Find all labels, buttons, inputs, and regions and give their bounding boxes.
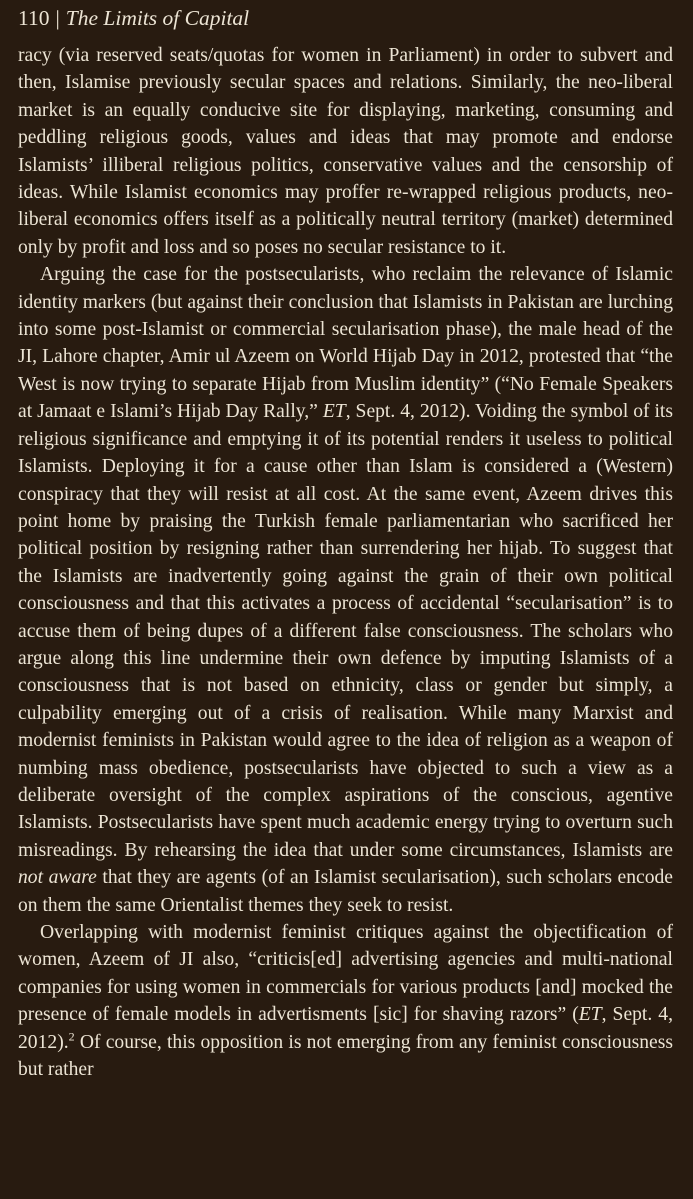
text-run: Of course, this opposition is not emerging from any feminist consciousness but rather (18, 1031, 673, 1081)
body-text (18, 42, 673, 1083)
text-run: Overlapping with modernist feminist critiques against the objectification of women, Azeem of JI also, “criticis[ed] advertising agencies and multi-national companies for using women in commercials for various products [and] mocked the presence of female models in advertisments [sic] for shaving razors” ( (18, 922, 673, 1026)
text-run: racy (via reserved seats/quotas for women in Parliament) in order to subvert and then, Islamise previously secular spaces and relations. Similarly, the neo-liberal market is an equally conducive site for displaying, marketing, consuming and peddling religious goods, values and ideas that may promote and endorse Islamists’ illiberal religious politics, conservative values and the censorship of ideas. While Islamist economics may proffer re-wrapped religious products, neo-liberal economics offers itself as a politically neutral territory (market) determined only by profit and loss and so poses no secular resistance to it. (18, 45, 673, 258)
paragraph (18, 42, 673, 261)
text-run: , Sept. 4, 2012). Voiding the symbol of its religious significance and emptying it of its potential renders it useless to political Islamists. Deploying it for a cause other than Islam is considered a (Western) conspiracy that they will resist at all cost. At the same event, Azeem drives this point home by praising the Turkish female parliamentarian who sacrificed her political position by resigning rather than surrendering her hijab. To suggest that the Islamists are inadvertently going against the grain of their own political consciousness and that this activates a process of accidental “secularisation” is to accuse them of being dupes of a different false consciousness. The scholars who argue along this line undermine their own defence by imputing Islamists of a consciousness that is not based on ethnicity, class or gender but simply, a culpability emerging out of a crisis of realisation. While many Marxist and modernist feminists in Pakistan would agree to the idea of religion as a weapon of numbing mass obedience, postsecularists have objected to such a view as a deliberate oversight of the complex aspirations of the conscious, agentive Islamists. Postsecularists have spent much academic energy trying to overturn such misreadings. By rehearsing the idea that under some circumstances, Islamists are (18, 401, 673, 861)
italic-text: ET (578, 1004, 602, 1026)
paragraph (18, 261, 673, 919)
footnote-marker: 2 (68, 1029, 75, 1044)
page-number: 110 (18, 6, 50, 30)
text-run: that they are agents (of an Islamist secularisation), such scholars encode on them the same Orientalist themes they seek to resist. (18, 867, 673, 916)
italic-text: not aware (18, 867, 97, 889)
text-run: , Sept. 4, 2012). (18, 1004, 673, 1053)
text-run: Arguing the case for the postsecularists, who reclaim the relevance of Islamic identity markers (but against their conclusion that Islamists in Pakistan are lurching into some post-Islamist or commercial secularisation phase), the male head of the JI, Lahore chapter, Amir ul Azeem on World Hijab Day in 2012, protested that “the West is now trying to separate Hijab from Muslim identity” (“No Female Speakers at Jamaat e Islami’s Hijab Day Rally,” (18, 264, 673, 423)
italic-text: ET (322, 401, 346, 423)
paragraph (18, 919, 673, 1083)
book-title: The Limits of Capital (65, 6, 250, 30)
running-head (18, 4, 673, 32)
running-head-separator: | (55, 6, 60, 30)
